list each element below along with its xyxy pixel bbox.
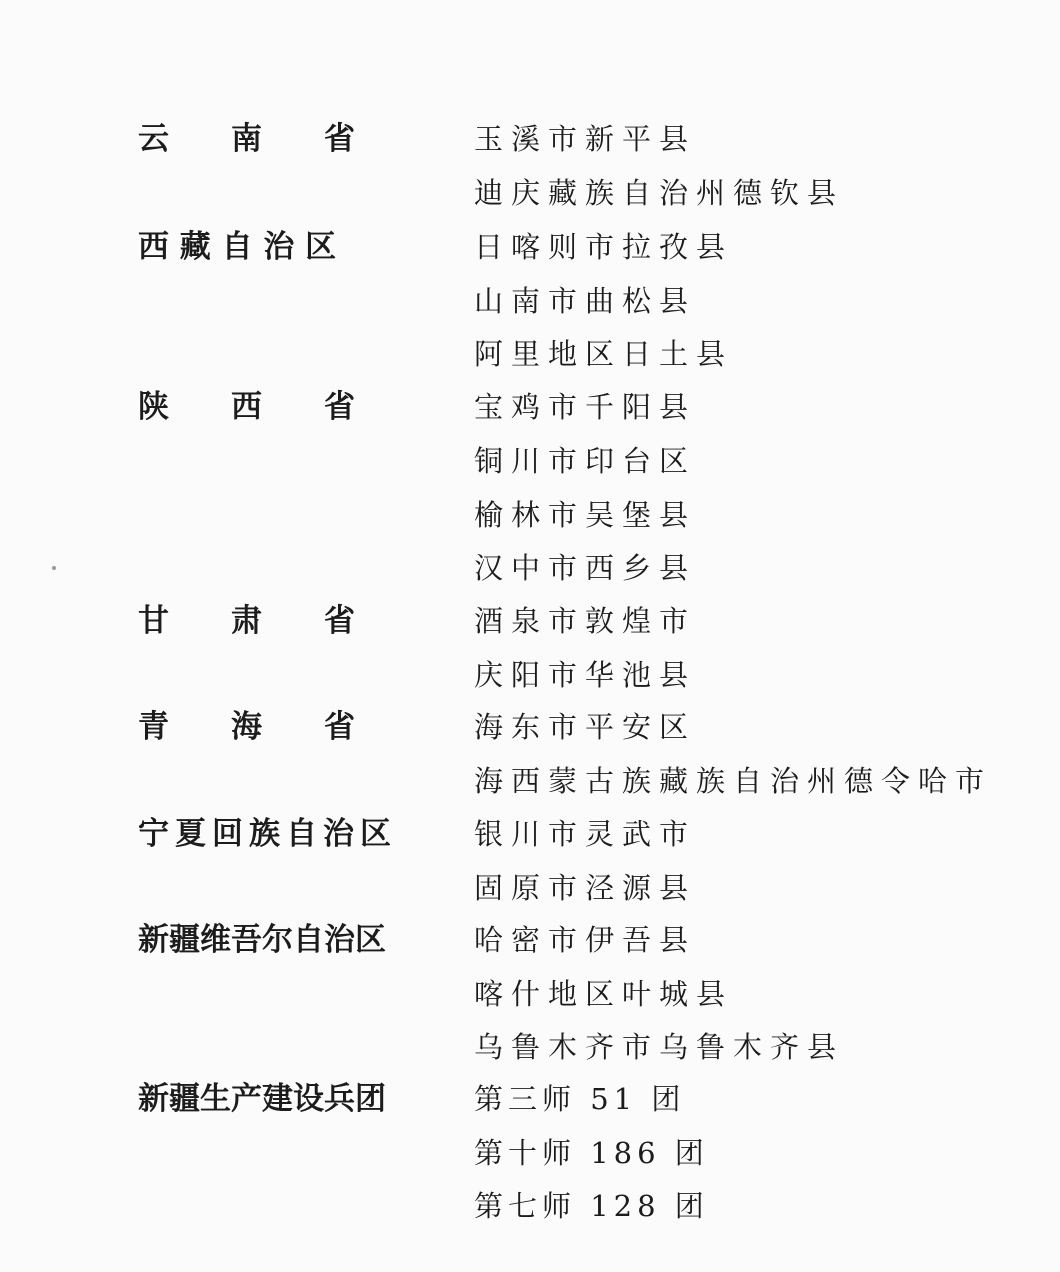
county-item: 迪庆藏族自治州德钦县 (474, 176, 845, 210)
county-item: 汉中市西乡县 (474, 551, 697, 585)
county-item: 酒泉市敦煌市 (474, 604, 697, 638)
county-item: 阿里地区日土县 (474, 337, 734, 371)
county-item: 日喀则市拉孜县 (474, 230, 734, 264)
region-name: 青 海 省 (138, 709, 355, 745)
county-item: 第三师 51 团 (474, 1082, 686, 1116)
county-item: 海东市平安区 (474, 710, 697, 744)
county-item: 铜川市印台区 (474, 444, 697, 478)
county-item: 山南市曲松县 (474, 284, 697, 318)
county-item: 第十师 186 团 (474, 1136, 709, 1170)
region-name: 甘 肃 省 (138, 603, 355, 639)
county-item: 银川市灵武市 (474, 817, 697, 851)
region-name: 云 南 省 (138, 121, 355, 157)
region-name: 宁夏回族自治区 (138, 816, 397, 852)
county-item: 玉溪市新平县 (474, 122, 697, 156)
region-name: 西 藏 自 治 区 (138, 229, 337, 265)
county-item: 第七师 128 团 (474, 1189, 709, 1223)
region-name: 陕 西 省 (138, 389, 355, 425)
county-item: 乌鲁木齐市乌鲁木齐县 (474, 1030, 845, 1064)
county-item: 海西蒙古族藏族自治州德令哈市 (474, 764, 993, 798)
paper-speck (52, 566, 56, 570)
county-item: 庆阳市华池县 (474, 658, 697, 692)
county-item: 固原市泾源县 (474, 871, 697, 905)
region-name: 新疆维吾尔自治区 (138, 922, 386, 958)
region-name: 新疆生产建设兵团 (138, 1081, 386, 1117)
county-item: 榆林市吴堡县 (474, 498, 697, 532)
county-item: 哈密市伊吾县 (474, 923, 697, 957)
county-item: 宝鸡市千阳县 (474, 390, 697, 424)
county-item: 喀什地区叶城县 (474, 977, 734, 1011)
